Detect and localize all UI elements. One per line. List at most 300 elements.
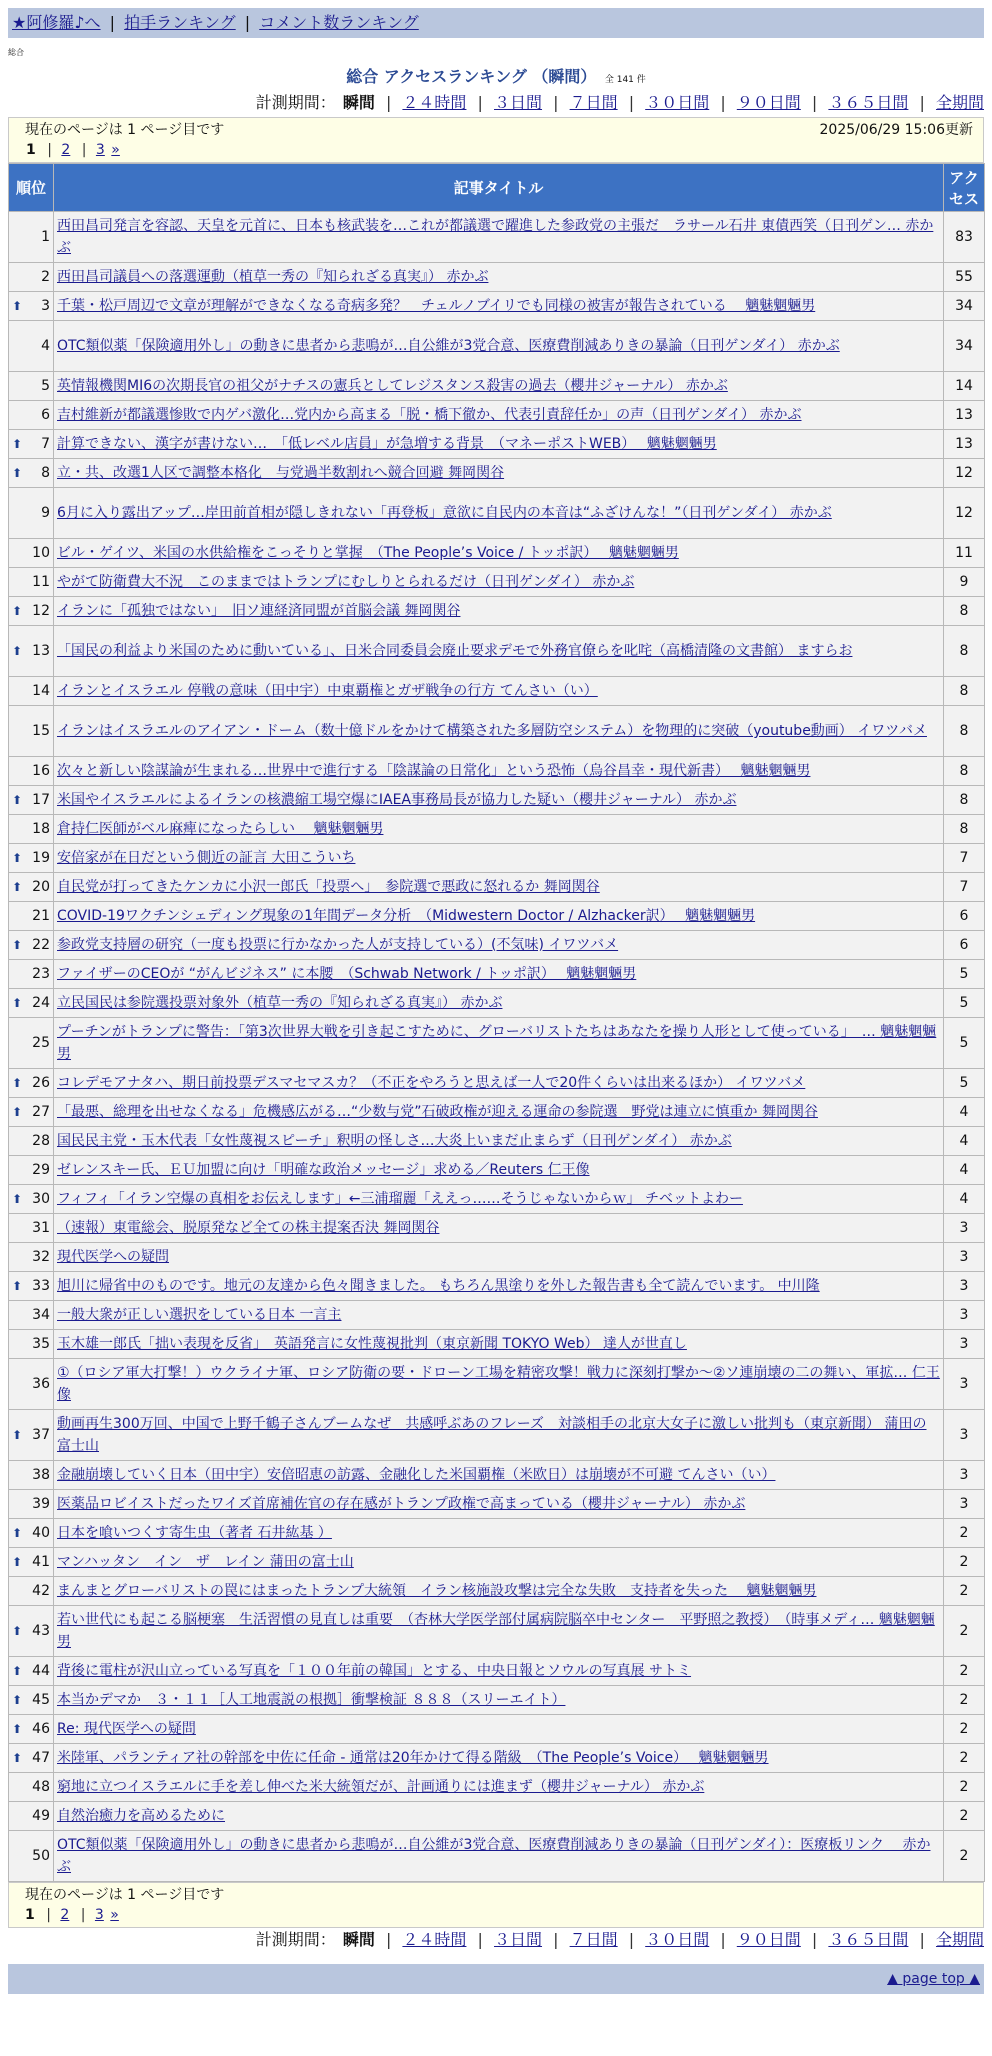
title-cell [54,989,944,1018]
rank-cell [9,1156,54,1185]
rank-up-arrow-icon: ⬆ [12,880,23,894]
rank-up-arrow-icon: ⬆ [12,644,23,658]
rank-cell [9,1744,54,1773]
article-title-link[interactable]: マンハッタン イン ザ レイン 蒲田の富士山 [57,1554,354,1570]
ranking-table [8,163,985,1882]
access-count: 2 [944,1802,985,1831]
access-count: 3 [944,1272,985,1301]
rank-cell [9,1243,54,1272]
table-row [9,626,985,677]
rank-cell [9,263,54,292]
rank-number: 33 [32,1278,50,1294]
title-cell [54,488,944,539]
article-title-link[interactable]: やがて防衛費大不況 このままではトランプにむしりとられるだけ（日刊ゲンダイ） 赤かぶ [57,574,635,590]
article-title-link[interactable]: 立・共、改選1人区で調整本格化 与党過半数割れへ競合回避 舞岡関谷 [57,465,505,481]
rank-cell [9,1548,54,1577]
nav-separator: | [109,13,116,32]
rank-up-arrow-icon: ⬆ [12,1076,23,1090]
rank-cell [9,626,54,677]
period-option-3d[interactable]: ３日間 [494,93,543,112]
access-count: 2 [944,1657,985,1686]
period-option-all[interactable]: 全期間 [935,1930,984,1949]
rank-cell [9,902,54,931]
table-row [9,263,985,292]
article-title-link[interactable]: OTC類似薬「保険適用外し」の動きに患者から悲鳴が…自公維が3党合意、医療費削減ありきの暴論（日刊ゲンダイ） 赤かぶ [57,338,840,354]
table-row [9,1577,985,1606]
rank-number: 7 [41,436,50,452]
site-home-link[interactable]: ★阿修羅♪へ [12,13,101,32]
access-count: 5 [944,989,985,1018]
page [8,0,984,1994]
rank-cell [9,1577,54,1606]
title-cell [54,1330,944,1359]
rank-number: 5 [41,378,50,394]
title-cell [54,430,944,459]
rank-cell [9,401,54,430]
period-option-30d[interactable]: ３０日間 [645,93,710,112]
title-cell [54,459,944,488]
title-cell [54,1069,944,1098]
table-row [9,1606,985,1657]
access-count: 3 [944,1214,985,1243]
rank-up-arrow-icon: ⬆ [12,1526,23,1540]
access-count: 3 [944,1461,985,1490]
access-count: 8 [944,677,985,706]
access-count: 7 [944,873,985,902]
access-count: 12 [944,459,985,488]
article-title-link[interactable]: コレデモアナタハ、期日前投票デスマセマスカ？（不正をやろうと思えば一人で20件くらいは出来るほか） イワツバメ [57,1075,806,1091]
rank-cell [9,1657,54,1686]
rank-number: 28 [32,1133,50,1149]
access-count: 2 [944,1686,985,1715]
rank-cell [9,292,54,321]
rank-number: 46 [32,1721,50,1737]
title-cell [54,1744,944,1773]
page-2-link[interactable]: 2 [61,142,71,158]
article-title-link[interactable]: 西田昌司議員への落選運動（植草一秀の『知られざる真実』） 赤かぶ [57,269,489,285]
article-title-link[interactable]: 背後に電柱が沢山立っている写真を「１００年前の韓国」とする、中央日報とソウルの写真展 サトミ [57,1663,692,1679]
rank-cell [9,1461,54,1490]
table-row [9,960,985,989]
period-selector-top: 計測期間： 瞬間 | ２４時間 | ３日間 | ７日間 | ３０日間 | ９０日間 | ３６５日間 | 全期間 [255,93,984,112]
title-cell [54,757,944,786]
table-row [9,844,985,873]
title-cell [54,815,944,844]
rank-up-arrow-icon: ⬆ [12,1693,23,1707]
access-count: 8 [944,757,985,786]
clap-ranking-link[interactable]: 拍手ランキング [124,13,236,32]
nav-separator: | [244,13,251,32]
access-count: 8 [944,626,985,677]
rank-column-header: 順位 [9,164,54,212]
access-count: 8 [944,815,985,844]
rank-cell [9,1519,54,1548]
title-cell [54,597,944,626]
title-cell [54,902,944,931]
article-title-link[interactable]: 動画再生300万回、中国で上野千鶴子さんブームなぜ 共感呼ぶあのフレーズ 対談相手の北京大女子に激しい批判も（東京新聞） 蒲田の富士山 [57,1416,927,1454]
table-row [9,677,985,706]
title-cell [54,212,944,263]
access-count: 8 [944,706,985,757]
next-page-link[interactable]: » [111,142,120,158]
title-cell [54,1359,944,1410]
title-cell [54,626,944,677]
article-title-link[interactable]: 本当かデマか ３・１１［人工地震説の根拠］衝撃検証 ８８８（スリーエイト） [57,1692,566,1708]
access-column-header: アクセス [944,164,985,212]
rank-number: 48 [32,1779,50,1795]
article-title-link[interactable]: 計算できない、漢字が書けない… 「低レベル店員」が急増する背景 （マネーポストWEB） 魑魅魍魎男 [57,436,717,452]
article-title-link[interactable]: ビル・ゲイツ、米国の水供給権をこっそりと掌握 （The People’s Voice / トッポ訳） 魑魅魍魎男 [57,545,679,561]
title-cell [54,321,944,372]
rank-cell [9,430,54,459]
table-row [9,212,985,263]
article-title-link[interactable]: イランはイスラエルのアイアン・ドーム（数十億ドルをかけて構築された多層防空システム）を物理的に突破（youtube動画） イワツバメ [57,723,927,739]
rank-cell [9,539,54,568]
rank-number: 32 [32,1249,50,1265]
rank-cell [9,1214,54,1243]
article-title-link[interactable]: ゼレンスキー氏、ＥＵ加盟に向け「明確な政治メッセージ」求める／Reuters 仁王像 [57,1162,590,1178]
rank-number: 26 [32,1075,50,1091]
article-title-link[interactable]: 日本を喰いつくす寄生虫（著者 石井紘基 ） [57,1525,332,1541]
rank-up-arrow-icon: ⬆ [12,1105,23,1119]
title-cell [54,539,944,568]
rank-up-arrow-icon: ⬆ [12,466,23,480]
access-count: 3 [944,1490,985,1519]
rank-cell [9,1831,54,1882]
title-block [8,64,984,87]
article-title-link[interactable]: 安倍家が在日だという側近の証言 大田こういち [57,850,356,866]
title-cell [54,1185,944,1214]
title-cell [54,1461,944,1490]
access-count: 13 [944,430,985,459]
article-title-link[interactable]: 千葉・松戸周辺で文章が理解ができなくなる奇病多発？ チェルノブイリでも同様の被害が報告されている 魑魅魍魎男 [57,298,816,314]
access-count: 11 [944,539,985,568]
title-cell [54,960,944,989]
rank-number: 38 [32,1467,50,1483]
article-title-link[interactable]: 現代医学への疑問 [57,1249,169,1265]
article-title-link[interactable]: 倉持仁医師がベル麻痺になったらしい 魑魅魍魎男 [57,821,384,837]
title-cell [54,1577,944,1606]
period-option-7d[interactable]: ７日間 [569,93,618,112]
article-title-link[interactable]: 窮地に立つイスラエルに手を差し伸べた米大統領だが、計画通りには進まず（櫻井ジャーナル） 赤かぶ [57,1779,705,1795]
article-title-link[interactable]: COVID-19ワクチンシェディング現象の1年間データ分析 （Midwestern Doctor / Alzhacker訳） 魑魅魍魎男 [57,908,756,924]
rank-cell [9,1301,54,1330]
article-title-link[interactable]: プーチンがトランプに警告：「第3次世界大戦を引き起こすために、グローバリストたちはあなたを操り人形として使っている」 … 魑魅魍魎男 [57,1024,937,1062]
rank-number: 43 [32,1623,50,1639]
title-cell [54,1715,944,1744]
table-row [9,1127,985,1156]
article-title-link[interactable]: Re: 現代医学への疑問 [57,1721,196,1737]
title-cell [54,1548,944,1577]
rank-cell [9,960,54,989]
rank-cell [9,706,54,757]
article-title-link[interactable]: ファイザーのCEOが “がんビジネス” に本腰 （Schwab Network / トッポ訳） 魑魅魍魎男 [57,966,637,982]
article-title-link[interactable]: 医薬品ロビイストだったワイズ首席補佐官の存在感がトランプ政権で高まっている（櫻井ジャーナル） 赤かぶ [57,1496,746,1512]
article-title-link[interactable]: 米国やイスラエルによるイランの核濃縮工場空爆にIAEA事務局長が協力した疑い（櫻井ジャーナル） 赤かぶ [57,792,737,808]
period-option-24h[interactable]: ２４時間 [402,93,467,112]
rank-number: 10 [32,545,50,561]
access-count: 2 [944,1773,985,1802]
article-title-link[interactable]: まんまとグローバリストの罠にはまったトランプ大統領 イラン核施設攻撃は完全な失敗 支持者を失った 魑魅魍魎男 [57,1583,817,1599]
title-cell [54,1490,944,1519]
title-cell [54,1606,944,1657]
table-row [9,401,985,430]
access-count: 4 [944,1156,985,1185]
rank-up-arrow-icon: ⬆ [12,1624,23,1638]
period-option-90d[interactable]: ９０日間 [736,93,801,112]
table-row [9,459,985,488]
title-cell [54,1686,944,1715]
rank-cell [9,757,54,786]
title-cell [54,1214,944,1243]
table-row [9,292,985,321]
rank-number: 18 [32,821,50,837]
current-page-text: 現在のページは 1 ページ目です [25,1887,225,1903]
table-row [9,1410,985,1461]
title-cell [54,1802,944,1831]
rank-cell [9,1802,54,1831]
period-option-7d[interactable]: ７日間 [569,1930,618,1949]
rank-number: 49 [32,1808,50,1824]
article-title-link[interactable]: フィフィ「イラン空爆の真相をお伝えします」←三浦瑠麗「ええっ……そうじゃないからｗ」 チベットよわー [57,1191,743,1207]
article-title-link[interactable]: 一般大衆が正しい選択をしている日本 一言主 [57,1307,342,1323]
title-cell [54,568,944,597]
table-row [9,1519,985,1548]
rank-up-arrow-icon: ⬆ [12,1555,23,1569]
access-count: 6 [944,902,985,931]
page-top-link[interactable]: ▲ page top ▲ [887,1971,980,1987]
table-row [9,1018,985,1069]
pagination-top: 1 | 2 | 3 » [26,142,120,158]
rank-cell [9,989,54,1018]
access-count: 34 [944,321,985,372]
rank-cell [9,677,54,706]
period-selector-bottom: 計測期間： 瞬間 | ２４時間 | ３日間 | ７日間 | ３０日間 | ９０日間 | ３６５日間 | 全期間 [255,1930,984,1949]
period-option-24h[interactable]: ２４時間 [402,1930,467,1949]
table-row [9,372,985,401]
title-cell [54,292,944,321]
period-option-90d[interactable]: ９０日間 [736,1930,801,1949]
table-row [9,757,985,786]
access-count: 2 [944,1548,985,1577]
title-cell [54,1098,944,1127]
rank-cell [9,815,54,844]
article-title-link[interactable]: イランとイスラエル 停戦の意味（田中宇）中東覇権とガザ戦争の行方 てんさい（い） [57,683,598,699]
article-title-link[interactable]: 立民国民は参院選投票対象外（植草一秀の『知られざる真実』） 赤かぶ [57,995,503,1011]
table-row [9,1272,985,1301]
rank-number: 42 [32,1583,50,1599]
access-count: 2 [944,1744,985,1773]
page-2-link[interactable]: 2 [60,1907,70,1923]
access-count: 2 [944,1715,985,1744]
access-count: 4 [944,1098,985,1127]
rank-up-arrow-icon: ⬆ [12,1751,23,1765]
period-current: 瞬間 [342,93,375,112]
rank-cell [9,844,54,873]
period-label: 計測期間： [255,1930,336,1949]
rank-number: 47 [32,1750,50,1766]
access-count: 3 [944,1243,985,1272]
article-title-link[interactable]: 玉木雄一郎氏「拙い表現を反省」 英語発言に女性蔑視批判（東京新聞 TOKYO Web） 達人が世直し [57,1336,687,1352]
article-title-link[interactable]: （速報）東電総会、脱原発など全ての株主提案否決 舞岡関谷 [57,1220,440,1236]
rank-number: 37 [32,1427,50,1443]
table-row [9,321,985,372]
article-title-link[interactable]: 国民民主党・玉木代表「女性蔑視スピーチ」釈明の怪しさ…大炎上いまだ止まらず（日刊ゲンダイ） 赤かぶ [57,1133,732,1149]
period-option-365d[interactable]: ３６５日間 [828,1930,909,1949]
access-count: 7 [944,844,985,873]
article-title-link[interactable]: 6月に入り露出アップ…岸田前首相が隠しきれない「再登板」意欲に自民内の本音は“ふざけんな！”（日刊ゲンダイ） 赤かぶ [57,505,832,521]
period-option-all[interactable]: 全期間 [935,93,984,112]
period-current: 瞬間 [342,1930,375,1949]
table-row [9,1802,985,1831]
article-title-link[interactable]: 自民党が打ってきたケンカに小沢一郎氏「投票へ」 参院選で悪政に怒れるか 舞岡関谷 [57,879,600,895]
access-count: 3 [944,1410,985,1461]
table-row [9,1214,985,1243]
article-title-link[interactable]: ①（ロシア軍大打撃！）ウクライナ軍、ロシア防衛の要・ドローン工場を精密攻撃！戦力に深刻打撃か～②ソ連崩壊の二の舞い、軍拡… 仁王像 [57,1365,940,1403]
rank-number: 12 [32,603,50,619]
rank-number: 30 [32,1191,50,1207]
table-row [9,1715,985,1744]
table-row [9,873,985,902]
comment-ranking-link[interactable]: コメント数ランキング [259,13,419,32]
access-count: 12 [944,488,985,539]
rank-cell [9,1069,54,1098]
article-title-link[interactable]: 「国民の利益より米国のために動いている」、日米合同委員会廃止要求デモで外務官僚らを叱咤（高橋清隆の文書館） ますらお [57,643,853,659]
period-option-365d[interactable]: ３６５日間 [828,93,909,112]
rank-up-arrow-icon: ⬆ [12,604,23,618]
title-cell [54,1773,944,1802]
table-row [9,1330,985,1359]
access-count: 34 [944,292,985,321]
breadcrumb: 総合 [8,48,24,57]
table-row [9,1185,985,1214]
access-count: 4 [944,1127,985,1156]
access-count: 8 [944,786,985,815]
rank-number: 21 [32,908,50,924]
rank-number: 25 [32,1035,50,1051]
page-1-current: 1 [25,1907,35,1923]
title-cell [54,931,944,960]
table-row [9,1490,985,1519]
access-count: 5 [944,1018,985,1069]
page-3-link[interactable]: 3 [94,1907,104,1923]
article-title-link[interactable]: 若い世代にも起こる脳梗塞 生活習慣の見直しは重要 （杏林大学医学部付属病院脳卒中センター 平野照之教授） （時事メディ… 魑魅魍魎男 [57,1612,935,1650]
title-cell [54,372,944,401]
rank-number: 44 [32,1663,50,1679]
article-title-link[interactable]: 吉村維新が都議選惨敗で内ゲバ激化…党内から高まる「脱・橋下徹か、代表引責辞任か」の声（日刊ゲンダイ） 赤かぶ [57,407,802,423]
table-row [9,931,985,960]
table-row [9,568,985,597]
article-title-link[interactable]: 米陸軍、パランティア社の幹部を中佐に任命 - 通常は20年かけて得る階級 （The People’s Voice） 魑魅魍魎男 [57,1750,769,1766]
access-count: 2 [944,1519,985,1548]
article-title-link[interactable]: 参政党支持層の研究（一度も投票に行かなかった人が支持している）(不気味) イワツバメ [57,937,619,953]
rank-cell [9,1098,54,1127]
title-cell [54,873,944,902]
rank-number: 36 [32,1376,50,1392]
rank-cell [9,1410,54,1461]
article-title-link[interactable]: OTC類似薬「保険適用外し」の動きに患者から悲鳴が…自公維が3党合意、医療費削減ありきの暴論（日刊ゲンダイ）：医療板リンク 赤かぶ [57,1837,931,1875]
article-title-link[interactable]: 金融崩壊していく日本（田中宇）安倍昭恵の訪露、金融化した米国覇権（米欧日）は崩壊が不可避 てんさい（い） [57,1467,776,1483]
table-row [9,1098,985,1127]
table-row [9,1301,985,1330]
rank-number: 40 [32,1525,50,1541]
rank-cell [9,1715,54,1744]
access-count: 3 [944,1330,985,1359]
article-title-link[interactable]: 西田昌司発言を容認、天皇を元首に、日本も核武装を…これが都議選で躍進した参政党の主張だ ラサール石井 東債西笑（日刊ゲン… 赤かぶ [57,218,934,256]
rank-cell [9,1773,54,1802]
rank-number: 29 [32,1162,50,1178]
rank-cell [9,321,54,372]
title-cell [54,1519,944,1548]
page-info-top [8,117,984,163]
title-cell [54,263,944,292]
period-option-30d[interactable]: ３０日間 [645,1930,710,1949]
article-title-link[interactable]: 「最悪、総理を出せなくなる」危機感広がる…“少数与党”石破政権が迎える運命の参院選 野党は連立に慎重か 舞岡関谷 [57,1104,818,1120]
article-title-link[interactable]: 自然治癒力を高めるために [57,1808,225,1824]
page-title: 総合 アクセスランキング （瞬間） [346,67,597,86]
table-row [9,488,985,539]
access-count: 2 [944,1606,985,1657]
table-row [9,786,985,815]
rank-number: 15 [32,723,50,739]
rank-cell [9,1359,54,1410]
article-title-link[interactable]: 英情報機関MI6の次期長官の祖父がナチスの憲兵としてレジスタンス殺害の過去（櫻井ジャーナル） 赤かぶ [57,378,728,394]
rank-number: 2 [41,269,50,285]
page-1-current: 1 [26,142,36,158]
title-column-header: 記事タイトル [54,164,944,212]
article-title-link[interactable]: 旭川に帰省中のものです。地元の友達から色々聞きました。 もちろん黒塗りを外した報告書も全て読んでいます。 中川隆 [57,1278,820,1294]
rank-up-arrow-icon: ⬆ [12,1279,23,1293]
footer-bar [8,1964,984,1994]
rank-number: 24 [32,995,50,1011]
article-title-link[interactable]: 次々と新しい陰謀論が生まれる…世界中で進行する「陰謀論の日常化」という恐怖（烏谷昌幸・現代新書） 魑魅魍魎男 [57,763,811,779]
rank-cell [9,1330,54,1359]
access-count: 8 [944,597,985,626]
access-count: 6 [944,931,985,960]
period-option-3d[interactable]: ３日間 [494,1930,543,1949]
page-3-link[interactable]: 3 [95,142,105,158]
article-title-link[interactable]: イランに「孤独ではない」 旧ソ連経済同盟が首脳会議 舞岡関谷 [57,603,461,619]
next-page-link[interactable]: » [110,1907,119,1923]
access-count: 14 [944,372,985,401]
rank-cell [9,597,54,626]
table-row [9,430,985,459]
access-count: 83 [944,212,985,263]
rank-cell [9,488,54,539]
rank-up-arrow-icon: ⬆ [12,793,23,807]
rank-cell [9,568,54,597]
rank-cell [9,1686,54,1715]
access-count: 5 [944,1069,985,1098]
title-cell [54,1243,944,1272]
rank-number: 3 [41,298,50,314]
rank-number: 13 [32,643,50,659]
title-cell [54,844,944,873]
title-cell [54,1127,944,1156]
rank-up-arrow-icon: ⬆ [12,1192,23,1206]
rank-number: 23 [32,966,50,982]
table-row [9,1686,985,1715]
rank-up-arrow-icon: ⬆ [12,851,23,865]
rank-number: 39 [32,1496,50,1512]
access-count: 4 [944,1185,985,1214]
title-cell [54,1018,944,1069]
table-row [9,1831,985,1882]
rank-up-arrow-icon: ⬆ [12,1722,23,1736]
rank-number: 41 [32,1554,50,1570]
rank-cell [9,459,54,488]
rank-cell [9,931,54,960]
